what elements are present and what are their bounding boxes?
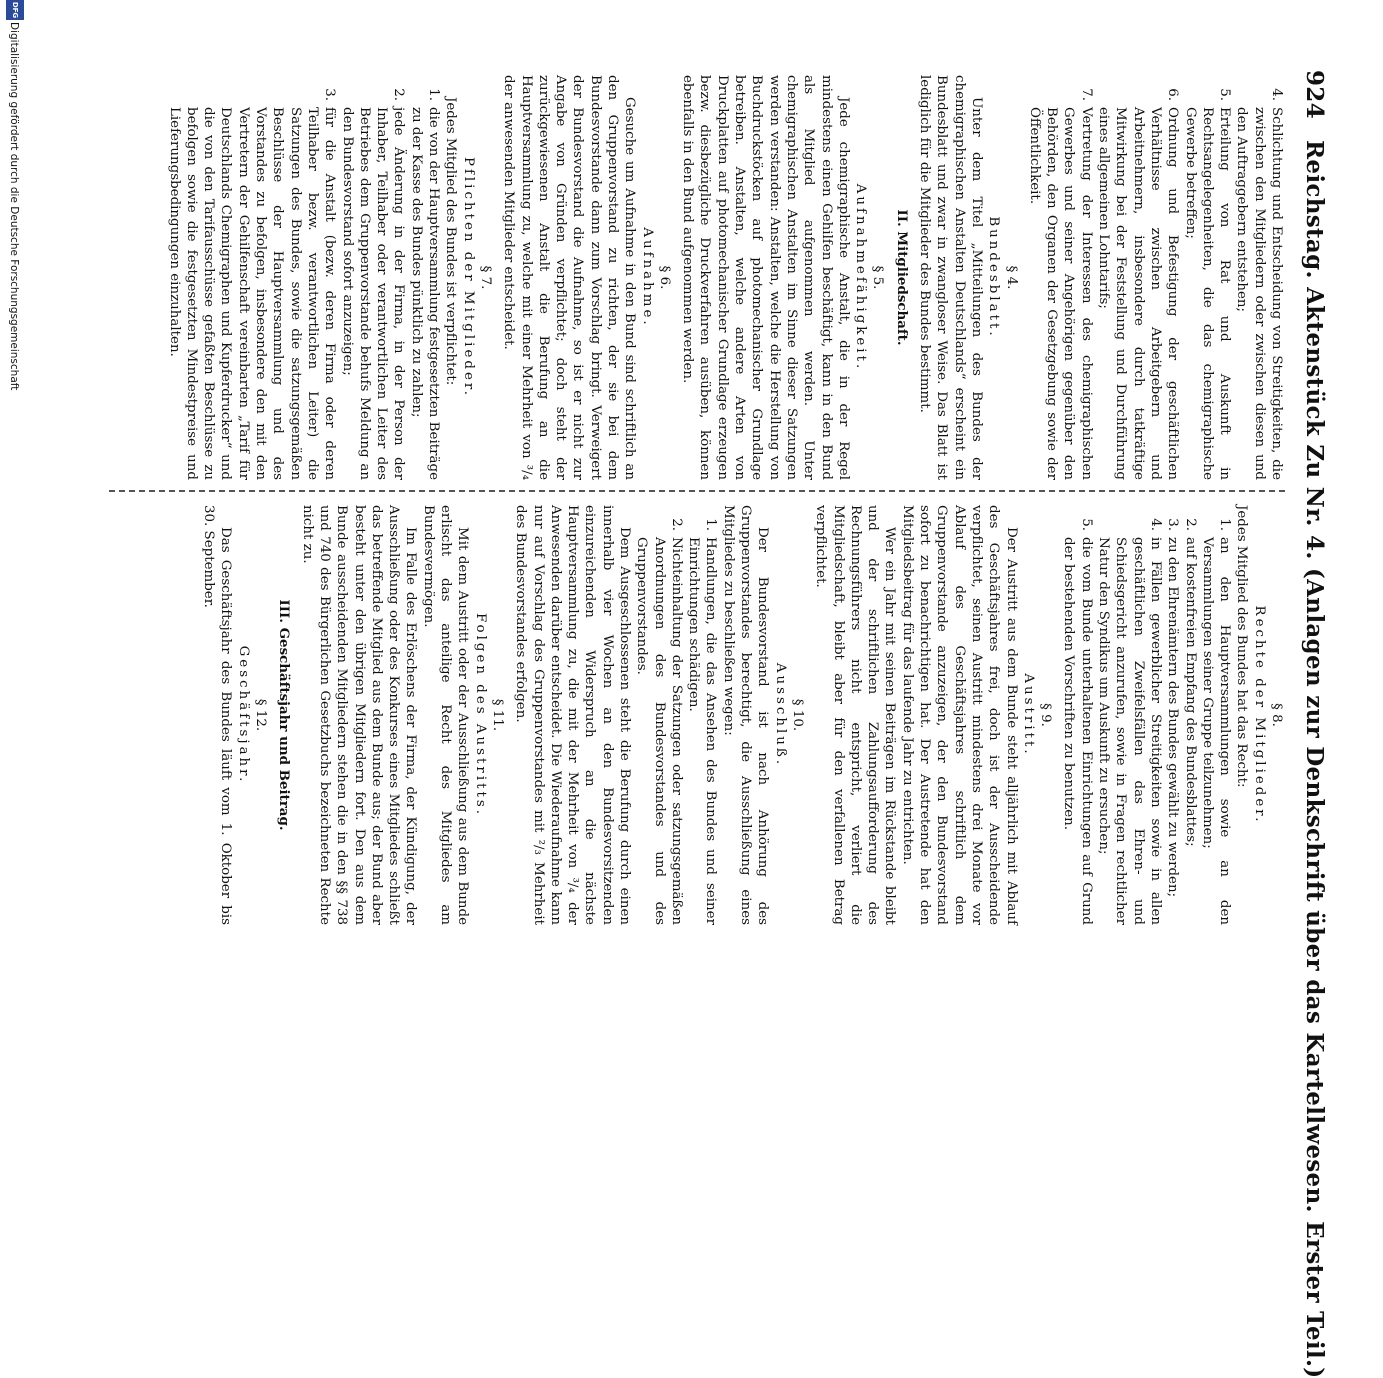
section-text: Mit dem Austritt oder der Ausschließung aus dem Bunde erlischt das anteilige Recht des Mitgliedes am Bundesvermögen. <box>420 505 471 925</box>
section-text: Der Bundesvorstand ist nach Anhörung des Gruppenvorstandes berechtigt, die Ausschließung eines Mitgliedes zu beschließen wegen: <box>720 505 771 925</box>
digitization-footer <box>0 0 30 1000</box>
section-title: Rechte der Mitglieder. <box>1251 605 1267 825</box>
list-item: 2. auf kostenfreien Empfang des Bundesblattes; <box>1182 518 1198 847</box>
list-item: 4. in Fällen gewerblicher Streitigkeiten sowie in allen geschäftlichen Zweifelsfällen das Ehren- und Schiedsgericht anzurufen, sowie in Fragen rechtlicher Natur den Syndikus um Auskunft zu ersuchen; <box>1096 518 1163 925</box>
list-item: 1. Handlungen, die das Ansehen des Bundes und seiner Einrichtungen schädigen. <box>686 518 719 925</box>
part-heading: III. Geschäftsjahr und Beitrag. <box>276 599 293 831</box>
section-text: Im Falle des Erlöschens der Firma, der Kündigung, der Ausschließung oder des Konkurses eines Mitgliedes schließt das betreffende Mitglied aus dem Bunde aus; der Bund aber besteht unter den übrigen Mitgliedern fort. Den aus dem Bunde ausscheidenden Mitgliedern stehen die in den §§ 738 und 740 des Bürgerlichen Gesetzbuchs bezeichneten Rechte nicht zu. <box>299 505 419 925</box>
dfg-logo: DFG <box>6 0 24 20</box>
section-number: § 7. <box>477 265 493 290</box>
section-number: § 5. <box>870 265 886 290</box>
right-column <box>200 505 1285 925</box>
section-title: Ausschluß. <box>772 662 788 768</box>
section-title: Pflichten der Mitglieder. <box>460 156 476 399</box>
list-item: 6. Ordnung und Befestigung der geschäftlichen Verhältnisse zwischen Arbeitgebern und Arbeitnehmern, insbesondere durch tatkräftige Mitwirkung bei der Feststellung und Durchführung eines allgemeinen Lohntarifs; <box>1096 88 1181 480</box>
items-top-list <box>1026 75 1285 480</box>
section-number: § 8. <box>1269 703 1284 727</box>
left-column <box>165 75 1285 480</box>
list-item: 4. Schlichtung und Entscheidung von Streitigkeiten, die zwischen den Mitgliedern oder zwischen diesen und den Auftraggebern entstehen; <box>1234 88 1284 480</box>
section-text: Gesuche um Aufnahme in den Bund sind schriftlich an den Gruppenvorstand zu richten, der sie bei dem Bundesvorstande dann zum Vorschlag bringt. Verweigert der Bundesvorstand die Aufnahme, so ist er nicht zur Angabe von Gründen verpflichtet; doch steht der zurückgewiesenen Anstalt die Berufung an die Hauptversammlung zu, welche mit einer Mehrheit von ³/₄ der anwesenden Mitglieder entscheidet. <box>501 75 638 480</box>
section-number: § 4. <box>1003 265 1019 290</box>
list-item: 5. Erteilung von Rat und Auskunft in Rechtsangelegenheiten, die das chemigraphische Gewerbe betreffen; <box>1182 88 1233 480</box>
list-item: 1. an den Hauptversammlungen sowie an den Versammlungen seiner Gruppe teilzunehmen; <box>1199 518 1233 925</box>
section-title: Bundesblatt. <box>986 216 1002 339</box>
section-intro: Jedes Mitglied des Bundes hat das Recht: <box>1234 505 1250 788</box>
section-title: Aufnahmefähigkeit. <box>853 183 869 372</box>
section-intro: Jedes Mitglied des Bundes ist verpflichtet: <box>443 97 459 386</box>
section-text: Dem Ausgeschlossenen steht die Berufung durch einen innerhalb vier Wochen an den Bundesvorsitzenden einzureichenden Widerspruch an die nächste Hauptversammlung zu, die mit der Mehrheit von ³/₄ der Anwesenden darüber entscheidet. Die Wiederaufnahme kann nur auf Vorschlag des Gruppenvorstandes mit ²/₃ Mehrheit des Bundesvorstandes erfolgen. <box>513 505 633 925</box>
column-divider <box>105 490 1285 492</box>
list-item: 3. für die Anstalt (bezw. deren Firma oder deren Teilhaber bezw. verantwortlichen Leiter) die Satzungen des Bundes, sowie die satzungsgemäßen Beschlüsse der Hauptversammlung und des Vorstandes zu befolgen, insbesondere den mit den Vertretern der Gehilfenschaft vereinbarten „Tarif für Deutschlands Chemigraphen und Kupferdrucker“ und die von den Tarifausschüsse gefaßten Beschlüsse zu befolgen sowie die festgesetzten Mindestpreise und Lieferungsbedingungen einzuhalten. <box>166 88 338 480</box>
page-number: 924 <box>1301 70 1328 119</box>
footer-text: Digitalisierung gefördert durch die Deutsche Forschungsgemeinschaft <box>8 22 20 391</box>
list-item: 2. jede Änderung in der Firma, in der Person der Inhaber, Teilhaber oder verantwortlichen Leiter des Betriebes dem Gruppenvorstande behufs Meldung an den Bundesvorstand sofort anzuzeigen; <box>339 88 407 480</box>
list-item: 3. zu den Ehrenämtern des Bundes gewählt zu werden; <box>1165 518 1181 898</box>
section-number: § 10. <box>789 698 805 732</box>
section-number: § 11. <box>489 698 505 732</box>
section-title: Geschäftsjahr. <box>235 645 251 785</box>
list-item: 5. die vom Bunde unterhaltenen Einrichtungen auf Grund der bestehenden Vorschriften zu benutzen. <box>1061 518 1094 925</box>
section-number: § 9. <box>1038 703 1054 727</box>
section-text: Jede chemigraphische Anstalt, die in der Regel mindestens einen Gehilfen beschäftigt, kann in den Bund als Mitglied aufgenommen werden. Unter chemigraphischen Anstalten im Sinne dieser Satzungen werden verstanden: Anstalten, welche die Herstellung von Buchdruckstöcken auf photomechanischer Grundlage betreiben. Anstalten, welche andere Arten von Druckplatten auf photomechanischer Grundlage erzeugen bezw. diesbezügliche Druckverfahren ausüben, können ebenfalls in den Bund aufgenommen werden. <box>680 75 851 480</box>
part-heading: II. Mitgliedschaft. <box>893 209 910 346</box>
section-number: § 6. <box>656 265 672 290</box>
section-text: Der Austritt aus dem Bunde steht alljährlich mit Ablauf des Geschäftsjahres frei, doch ist der Ausscheidende verpflichtet, seinen Austritt mindestens drei Monate vor Ablauf des Geschäftsjahres schriftlich dem Gruppenvorstande anzuzeigen, der den Bundesvorstand sofort zu benachrichtigen hat. Der Austretende hat den Mitgliedsbeitrag für das laufende Jahr zu entrichten. <box>899 505 1019 925</box>
section-text: Wer ein Jahr mit seinen Beiträgen im Rückstande bleibt und der schriftlichen Zahlungsaufforderung des Rechnungsführers nicht entspricht, verliert die Mitgliedschaft, bleibt aber für den verfallenen Betrag verpflichtet. <box>813 505 898 925</box>
list-item: 7. Vertretung der Interessen des chemigraphischen Gewerbes und seiner Angehörigen gegenüber den Behörden, den Organen der Gesetzgebung sowie der Öffentlichkeit. <box>1026 88 1094 480</box>
section-title: Aufnahme. <box>639 227 655 328</box>
section-title: Austritt. <box>1020 673 1036 757</box>
section-text: Das Geschäftsjahr des Bundes läuft vom 1. Oktober bis 30. September. <box>201 505 234 925</box>
list-item: 2. Nichteinhaltung der Satzungen oder satzungsgemäßen Anordnungen des Bundesvorstandes und des Gruppenvorstandes. <box>634 518 684 925</box>
section-text: Unter dem Titel „Mitteilungen des Bundes der chemigraphischen Anstalten Deutschlands“ erscheint ein Bundesblatt und zwar in zwangloser Weise. Das Blatt ist lediglich für die Mitglieder des Bundes bestimmt. <box>917 75 984 480</box>
list-item: 1. die von der Hauptversammlung festgesetzten Beiträge zu der Kasse des Bundes pünktlich zu zahlen; <box>408 88 442 480</box>
header-title: Reichstag. Aktenstück Zu Nr. 4. (Anlagen zur Denkschrift über das Kartellwesen. Erster Teil.) <box>1301 140 1328 1378</box>
section-title: Folgen des Austritts. <box>472 612 488 818</box>
section-number: § 12. <box>253 698 269 732</box>
page-header <box>1294 70 1328 1378</box>
